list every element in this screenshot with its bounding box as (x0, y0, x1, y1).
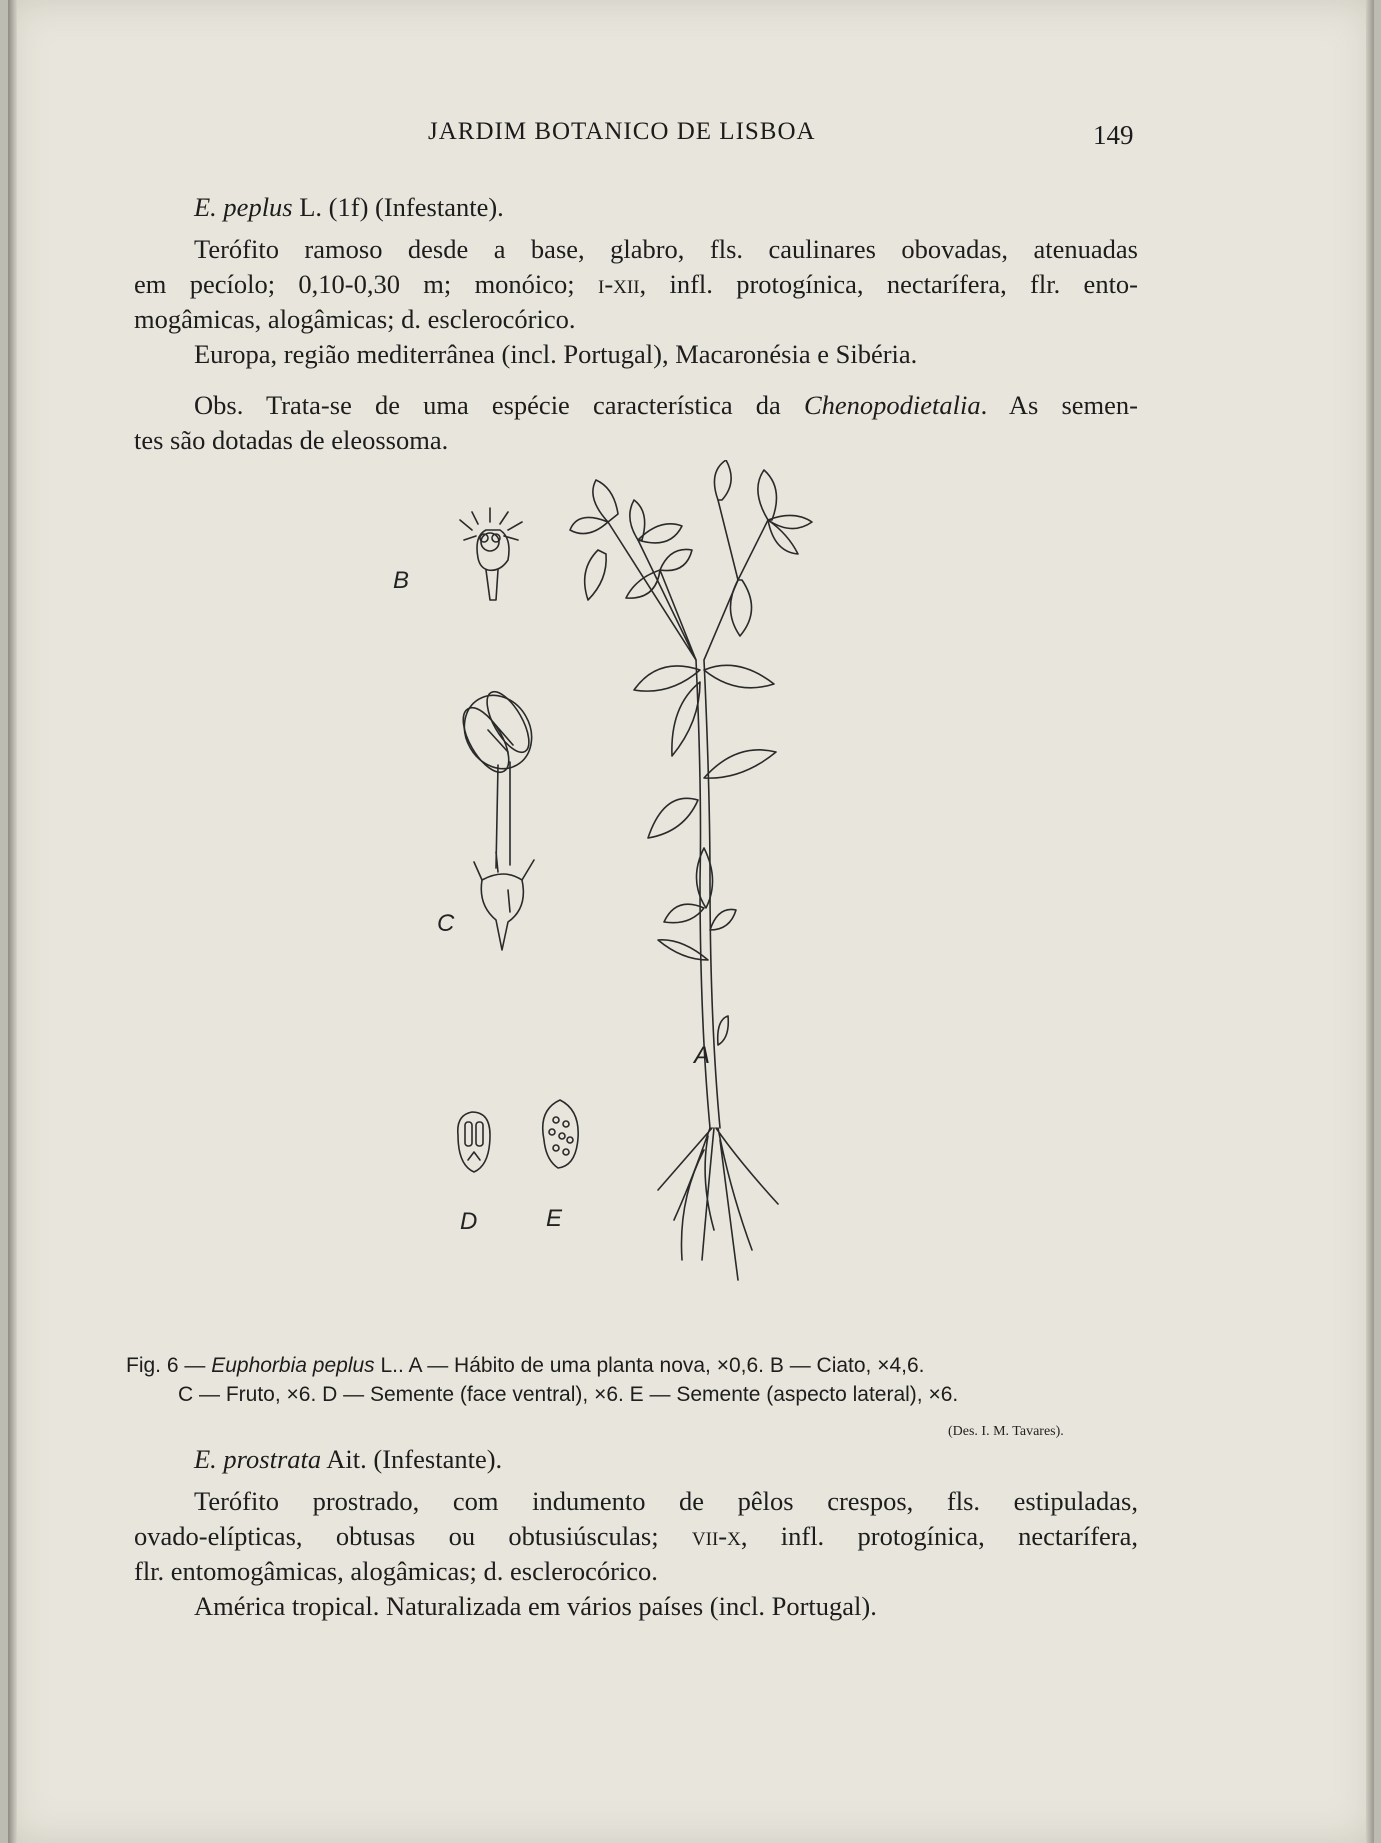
distribution-text: Europa, região mediterrânea (incl. Portugal), Macaronésia e Sibéria. (194, 339, 918, 369)
seed-lateral-drawing (543, 1100, 578, 1168)
figure-label-e: E (546, 1205, 563, 1232)
taxon-name: Chenopodietalia (803, 390, 981, 420)
species-name: E. prostrata (194, 1444, 322, 1474)
observation-text: Obs. Trata-se de uma espécie característica da Chenopodietalia. As semen- (194, 390, 1138, 420)
page-number: 149 (1093, 120, 1134, 150)
observation-text: tes são dotadas de eleossoma. (134, 425, 449, 455)
page-edge (1366, 0, 1374, 1843)
species-author: Ait. (Infestante). (326, 1444, 503, 1474)
figure-label-d: D (460, 1208, 478, 1235)
book-page (8, 0, 1374, 1843)
species-heading-prostrata (134, 1442, 1138, 1477)
description-line: ovado-elípticas, obtusas ou obtusiúsculas; vii-x, infl. protogínica, nectarífera, (134, 1521, 1138, 1551)
figure-caption-line: Fig. 6 — Euphorbia peplus L.. A — Hábito de uma planta nova, ×0,6. B — Ciato, ×4,6. (126, 1354, 925, 1377)
description-line: mogâmicas, alogâmicas; d. esclerocórico. (134, 304, 576, 334)
figure-label-b: B (393, 567, 410, 594)
botanical-illustration (438, 460, 898, 1340)
description-line: em pecíolo; 0,10-0,30 m; monóico; i-xii, infl. protogínica, nectarífera, flr. ento- (134, 269, 1139, 299)
distribution-text: América tropical. Naturalizada em vários países (incl. Portugal). (194, 1591, 877, 1621)
species-heading-peplus (134, 190, 1138, 225)
flowering-months: vii-x (691, 1521, 741, 1551)
species-author: L. (1f) (Infestante). (299, 192, 504, 222)
illustration-credit: (Des. I. M. Tavares). (948, 1424, 1064, 1439)
figure-label-c: C (437, 910, 455, 937)
description-line: Terófito prostrado, com indumento de pêlos crespos, fls. estipuladas, (194, 1486, 1138, 1516)
figure-caption-line: C — Fruto, ×6. D — Semente (face ventral), ×6. E — Semente (aspecto lateral), ×6. (178, 1383, 959, 1406)
running-header: JARDIM BOTANICO DE LISBOA (428, 118, 816, 145)
seed-ventral-drawing (458, 1112, 490, 1172)
page-spine-shadow (8, 0, 17, 1843)
flowering-months: i-xii (598, 269, 640, 299)
caption-taxon: Euphorbia peplus (211, 1354, 375, 1377)
description-line: Terófito ramoso desde a base, glabro, fls. caulinares obovadas, atenuadas (194, 234, 1138, 264)
species-name: E. peplus (194, 192, 293, 222)
fruit-drawing (451, 683, 544, 950)
description-line: flr. entomogâmicas, alogâmicas; d. esclerocórico. (134, 1556, 658, 1586)
cyathium-drawing (460, 508, 522, 600)
figure-label-a: A (694, 1042, 711, 1069)
plant-habit-drawing (570, 460, 812, 1280)
